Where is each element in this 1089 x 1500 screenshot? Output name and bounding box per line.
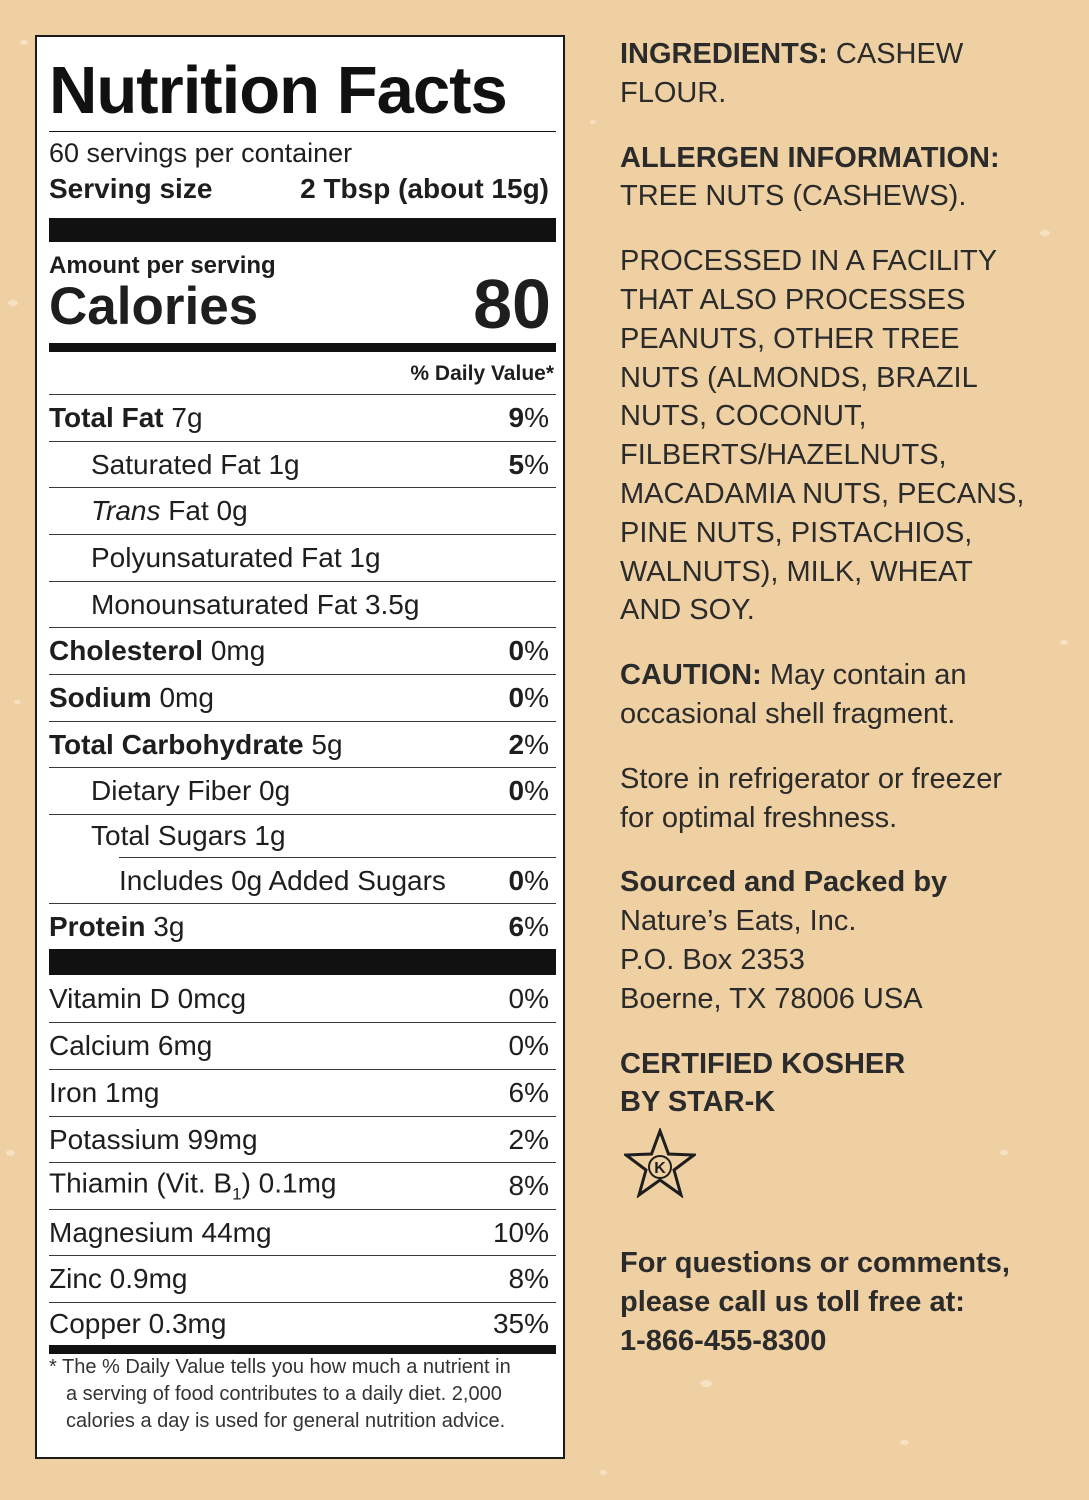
nutrient-row-polyunsaturated-fat: Polyunsaturated Fat 1g [91,542,381,573]
kosher-letter: K [654,1160,666,1177]
nutrient-row-saturated-fat: Saturated Fat 1g 5% [91,448,549,480]
nutrient-row-sodium: Sodium 0mg 0% [49,682,549,713]
nutrient-row-total-fat: Total Fat 7g 9% [49,402,549,433]
vitamin-row-zinc: Zinc 0.9mg 8% [49,1263,549,1294]
caution: CAUTION: May contain an occasional shell fragment. [620,659,967,730]
nutrient-row-trans-fat: Trans Fat 0g [91,495,248,526]
vitamin-row-calcium: Calcium 6mg 0% [49,1030,549,1061]
thick-divider [49,949,556,975]
vitamin-row-vitamin-d: Vitamin D 0mcg 0% [49,983,549,1014]
serving-size-label: Serving size [49,173,213,204]
nutrient-row-dietary-fiber: Dietary Fiber 0g 0% [91,775,549,806]
serving-size-value: 2 Tbsp (about 15g) [300,173,549,204]
nutrient-row-total-sugars: Total Sugars 1g [91,820,286,851]
vitamin-row-potassium: Potassium 99mg 2% [49,1123,549,1155]
contact-information: For questions or comments, please call us toll free at: 1-866-455-8300 [620,1247,1010,1357]
medium-divider [49,343,556,352]
facility-statement: PROCESSED IN A FACILITY THAT ALSO PROCESSES PEANUTS, OTHER TREE NUTS (ALMONDS, BRAZIL NUTS, COCONUT, FILBERTS/HAZELNUTS, MACADAMIA NUTS, PECANS, PINE NUTS, PISTACHIOS, WALNUTS), MILK, WHEAT AND SOY. [620,245,1025,627]
servings-per-container: 60 servings per container [49,138,353,168]
allergen-information: ALLERGEN INFORMATION: TREE NUTS (CASHEWS). [620,141,1000,213]
nutrient-row-protein: Protein 3g 6% [49,910,549,942]
nutrition-facts-label [35,35,565,1459]
calories-value: 80 [473,265,551,343]
calories-label: Calories [49,277,259,336]
daily-value-footnote: * The % Daily Value tells you how much a nutrient in a serving of food contributes to a daily diet. 2,000 calories a day is used for general nutrition advice. [49,1356,511,1432]
divider [49,131,556,132]
kosher-certification: CERTIFIED KOSHER BY STAR-K [620,1047,906,1119]
vitamin-row-iron: Iron 1mg 6% [49,1077,549,1108]
amount-per-serving: Amount per serving [49,252,276,279]
nutrition-facts-title: Nutrition Facts [49,53,507,128]
sourced-by: Sourced and Packed by Nature’s Eats, Inc. P.O. Box 2353 Boerne, TX 78006 USA [620,866,948,1015]
vitamin-row-copper: Copper 0.3mg 35% [49,1308,549,1339]
ingredients: INGREDIENTS: CASHEW FLOUR. [620,38,964,109]
vitamin-row-thiamin: Thiamin (Vit. $B_1$) 0.1mg 8% [49,1167,549,1204]
storage-instructions: Store in refrigerator or freezer for optimal freshness. [620,762,1002,834]
daily-value-header: % Daily Value* [410,362,554,385]
vitamin-row-magnesium: Magnesium 44mg 10% [49,1216,549,1248]
thick-divider [49,218,556,242]
nutrient-row-cholesterol: Cholesterol 0mg 0% [49,635,549,666]
nutrient-row-monounsaturated-fat: Monounsaturated Fat 3.5g [91,588,420,620]
nutrient-row-total-carbohydrate: Total Carbohydrate 5g 2% [49,728,549,760]
nutrient-row-added-sugars: Includes 0g Added Sugars 0% [119,864,549,896]
medium-divider [49,1345,556,1354]
star-k-icon [624,1128,696,1198]
